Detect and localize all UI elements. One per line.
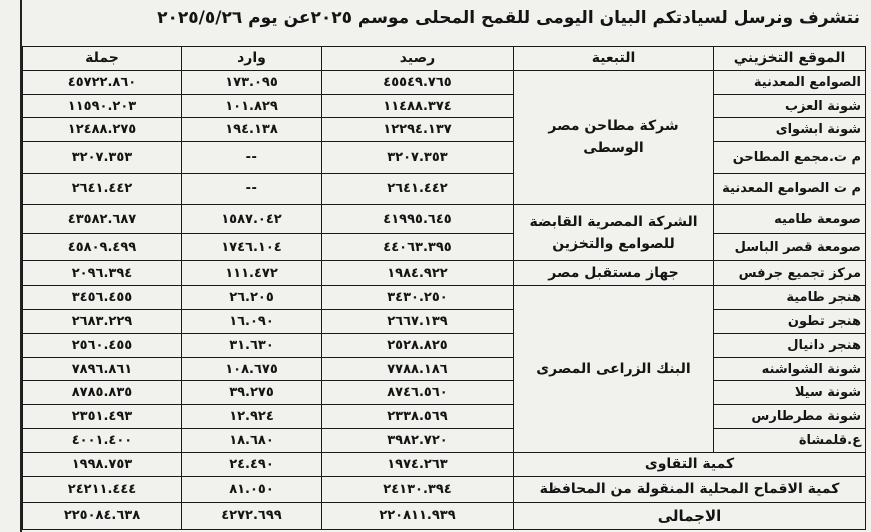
cell-location: شونة مطرطارس bbox=[714, 405, 866, 429]
cell-total: ٢٦٤١.٤٤٢ bbox=[23, 173, 182, 204]
cell-incoming: ١٧٤٦.١٠٤ bbox=[182, 234, 322, 261]
table-row bbox=[23, 234, 866, 261]
grand-total-total: ٢٢٥٠٨٤.٦٣٨ bbox=[23, 502, 182, 529]
table-row bbox=[23, 70, 866, 94]
cell-balance: ٣٢٠٧.٣٥٣ bbox=[322, 142, 514, 173]
cell-total: ٤٥٨٠٩.٤٩٩ bbox=[23, 234, 182, 261]
cell-location: شونة سيلا bbox=[714, 381, 866, 405]
cell-incoming: ١٨.٦٨٠ bbox=[182, 429, 322, 453]
cell-incoming: ١٥٨٧.٠٤٢ bbox=[182, 205, 322, 234]
cell-location: هنجر تطون bbox=[714, 310, 866, 334]
table-row bbox=[23, 429, 866, 453]
seeds-balance: ١٩٧٤.٢٦٣ bbox=[322, 452, 514, 476]
cell-location: شونة ابشواى bbox=[714, 118, 866, 142]
cell-incoming: -- bbox=[182, 173, 322, 204]
table-row bbox=[23, 381, 866, 405]
seeds-total: ١٩٩٨.٧٥٣ bbox=[23, 452, 182, 476]
header-balance: رصيد bbox=[322, 47, 514, 71]
cell-location: هنجر طامية bbox=[714, 286, 866, 310]
seeds-row bbox=[23, 452, 866, 476]
cell-incoming: ١١١.٤٧٢ bbox=[182, 261, 322, 286]
cell-location: هنجر دانيال bbox=[714, 333, 866, 357]
cell-incoming: ٣٩.٢٧٥ bbox=[182, 381, 322, 405]
table-row bbox=[23, 405, 866, 429]
cell-total: ١٢٤٨٨.٢٧٥ bbox=[23, 118, 182, 142]
header-row bbox=[23, 47, 866, 71]
cell-balance: ٨٧٤٦.٥٦٠ bbox=[322, 381, 514, 405]
table-row bbox=[23, 173, 866, 204]
cell-balance: ٧٧٨٨.١٨٦ bbox=[322, 357, 514, 381]
cell-balance: ١٢٢٩٤.١٣٧ bbox=[322, 118, 514, 142]
table-row bbox=[23, 94, 866, 118]
header-total: جملة bbox=[23, 47, 182, 71]
table-row bbox=[23, 142, 866, 173]
grand-total-incoming: ٤٢٧٢.٦٩٩ bbox=[182, 502, 322, 529]
cell-balance: ١١٤٨٨.٣٧٤ bbox=[322, 94, 514, 118]
cell-total: ٣٤٥٦.٤٥٥ bbox=[23, 286, 182, 310]
report-title: نتشرف ونرسل لسيادتكم البيان اليومى للقمح المحلى موسم ٢٠٢٥عن يوم ٢٠٢٥/٥/٢٦ bbox=[157, 8, 860, 28]
table-row bbox=[23, 261, 866, 286]
cell-total: ٢٣٥١.٤٩٣ bbox=[23, 405, 182, 429]
cell-location: م ت.مجمع المطاحن bbox=[714, 142, 866, 173]
cell-balance: ٤٤٠٦٣.٣٩٥ bbox=[322, 234, 514, 261]
cell-total: ١١٥٩٠.٢٠٣ bbox=[23, 94, 182, 118]
cell-balance: ٤١٩٩٥.٦٤٥ bbox=[322, 205, 514, 234]
cell-incoming: ٣١.٦٣٠ bbox=[182, 333, 322, 357]
affiliation-group-agricultural-bank: البنك الزراعى المصرى bbox=[514, 286, 714, 453]
transferred-row bbox=[23, 476, 866, 502]
table-row bbox=[23, 357, 866, 381]
cell-balance: ٣٩٨٢.٧٢٠ bbox=[322, 429, 514, 453]
transferred-balance: ٢٤١٣٠.٣٩٤ bbox=[322, 476, 514, 502]
seeds-label: كمية التقاوى bbox=[514, 452, 866, 476]
cell-location: شونة الشواشنه bbox=[714, 357, 866, 381]
cell-balance: ٢٦٤١.٤٤٢ bbox=[322, 173, 514, 204]
grand-total-label: الاجمالى bbox=[514, 502, 866, 529]
cell-total: ٢٠٩٦.٣٩٤ bbox=[23, 261, 182, 286]
table-row bbox=[23, 333, 866, 357]
grand-total-balance: ٢٢٠٨١١.٩٣٩ bbox=[322, 502, 514, 529]
transferred-label: كمية الاقماح المحلية المنقولة من المحافظة bbox=[514, 476, 866, 502]
affiliation-group-future-of-egypt: جهاز مستقبل مصر bbox=[514, 261, 714, 286]
transferred-total: ٢٤٢١١.٤٤٤ bbox=[23, 476, 182, 502]
cell-location: الصوامع المعدنية bbox=[714, 70, 866, 94]
cell-location: ع.قلمشاة bbox=[714, 429, 866, 453]
cell-total: ٤٥٧٢٢.٨٦٠ bbox=[23, 70, 182, 94]
cell-location: م ت الصوامع المعدنية bbox=[714, 173, 866, 204]
table-row bbox=[23, 205, 866, 234]
cell-balance: ٤٥٥٤٩.٧٦٥ bbox=[322, 70, 514, 94]
cell-location: صومعة طاميه bbox=[714, 205, 866, 234]
cell-total: ٣٢٠٧.٣٥٣ bbox=[23, 142, 182, 173]
cell-location: شونة العزب bbox=[714, 94, 866, 118]
cell-balance: ٣٤٣٠.٢٥٠ bbox=[322, 286, 514, 310]
wheat-report-table bbox=[22, 46, 866, 530]
cell-total: ٧٨٩٦.٨٦١ bbox=[23, 357, 182, 381]
table-row bbox=[23, 310, 866, 334]
cell-incoming: ١٧٣.٠٩٥ bbox=[182, 70, 322, 94]
cell-location: صومعة قصر الباسل bbox=[714, 234, 866, 261]
cell-balance: ٢٦٦٧.١٣٩ bbox=[322, 310, 514, 334]
cell-balance: ١٩٨٤.٩٢٢ bbox=[322, 261, 514, 286]
table-row bbox=[23, 286, 866, 310]
affiliation-group-misr-mills: شركة مطاحن مصر الوسطى bbox=[514, 70, 714, 204]
cell-total: ٢٦٨٣.٢٢٩ bbox=[23, 310, 182, 334]
cell-location: مركز تجميع جرفس bbox=[714, 261, 866, 286]
header-incoming: وارد bbox=[182, 47, 322, 71]
cell-incoming: ٢٦.٢٠٥ bbox=[182, 286, 322, 310]
cell-incoming: ١٩٤.١٣٨ bbox=[182, 118, 322, 142]
cell-balance: ٢٥٢٨.٨٢٥ bbox=[322, 333, 514, 357]
header-location: الموقع التخزيني bbox=[714, 47, 866, 71]
affiliation-group-holding-silos: الشركة المصرية القابضة للصوامع والتخزين bbox=[514, 205, 714, 261]
cell-total: ٤٠٠١.٤٠٠ bbox=[23, 429, 182, 453]
cell-total: ٢٥٦٠.٤٥٥ bbox=[23, 333, 182, 357]
cell-total: ٤٣٥٨٢.٦٨٧ bbox=[23, 205, 182, 234]
cell-incoming: -- bbox=[182, 142, 322, 173]
cell-incoming: ١٠١.٨٢٩ bbox=[182, 94, 322, 118]
grand-total-row bbox=[23, 502, 866, 529]
header-affiliation: التبعية bbox=[514, 47, 714, 71]
cell-incoming: ١٦.٠٩٠ bbox=[182, 310, 322, 334]
seeds-incoming: ٢٤.٤٩٠ bbox=[182, 452, 322, 476]
cell-incoming: ١٢.٩٢٤ bbox=[182, 405, 322, 429]
table-row bbox=[23, 118, 866, 142]
cell-total: ٨٧٨٥.٨٣٥ bbox=[23, 381, 182, 405]
cell-incoming: ١٠٨.٦٧٥ bbox=[182, 357, 322, 381]
transferred-incoming: ٨١.٠٥٠ bbox=[182, 476, 322, 502]
cell-balance: ٢٣٣٨.٥٦٩ bbox=[322, 405, 514, 429]
